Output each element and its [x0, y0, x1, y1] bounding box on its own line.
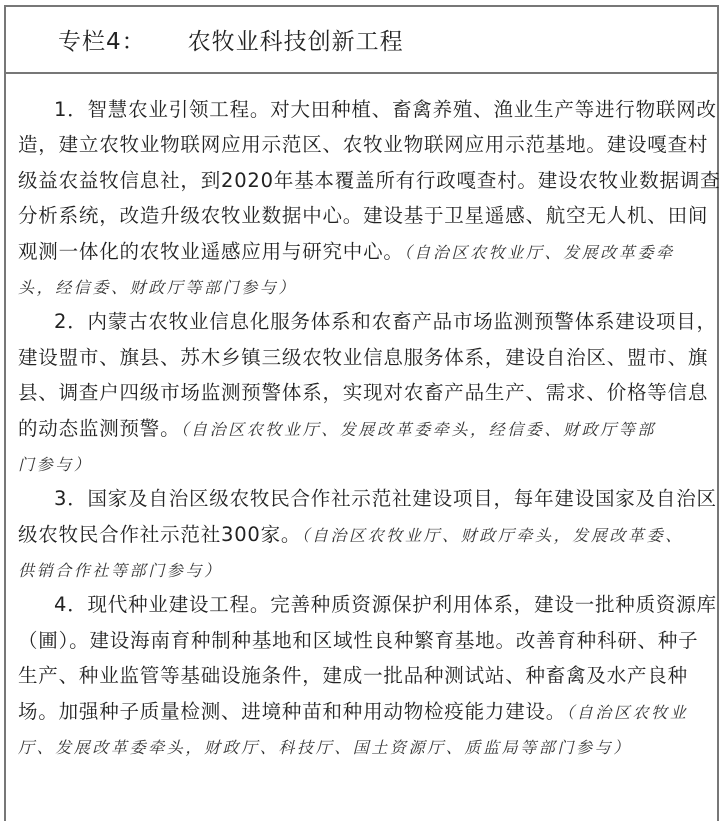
text-line	[6, 729, 717, 764]
line-department-note: 供销合作社等部门参与）	[18, 561, 223, 581]
text-line	[6, 340, 717, 375]
line-main-text: 建设盟市、旗县、苏木乡镇三级农牧业信息服务体系，建设自治区、盟市、旗	[18, 345, 709, 369]
line-main-text: 造，建立农牧业物联网应用示范区、农牧业物联网应用示范基地。建设嘎查村	[18, 133, 709, 157]
line-department-note: 厅、发展改革委牵头，财政厅、科技厅、国土资源厅、质监局等部门参与）	[18, 738, 632, 758]
text-line	[6, 304, 717, 339]
column-box	[4, 5, 719, 821]
text-line	[6, 658, 717, 693]
text-line	[6, 481, 717, 516]
line-main-text: 观测一体化的农牧业遥感应用与研究中心。	[18, 239, 404, 263]
paragraph-item-4	[6, 587, 717, 764]
line-main-text: 场。加强种子质量检测、进境种苗和种用动物检疫能力建设。	[18, 699, 567, 723]
line-main-text: 1．智慧农业引领工程。对大田种植、畜禽养殖、渔业生产等进行物联网改	[54, 98, 717, 121]
text-line	[6, 587, 717, 622]
line-department-note: 头，经信委、财政厅等部门参与）	[18, 277, 298, 297]
text-line	[6, 198, 717, 233]
line-main-text: 4．现代种业建设工程。完善种质资源保护利用体系，建设一批种质资源库	[54, 593, 717, 617]
text-line	[6, 92, 717, 127]
text-line	[6, 234, 717, 269]
line-department-note: （自治区农牧业厅、发展改革委牵	[403, 242, 675, 262]
text-line	[6, 411, 717, 446]
text-line	[6, 517, 717, 552]
column-label: 专栏4：	[58, 29, 146, 55]
line-main-text: 2．内蒙古农牧业信息化服务体系和农畜产品市场监测预警体系建设项目，	[54, 310, 717, 334]
line-main-text: 级益农益牧信息社，到2020年基本覆盖所有行政嘎查村。建设农牧业数据调查	[18, 168, 721, 192]
line-main-text: 级农牧民合作社示范社300家。	[18, 522, 302, 546]
text-line	[6, 694, 717, 729]
text-line	[6, 552, 717, 587]
line-main-text: 县、调查户四级市场监测预警体系，实现对农畜产品生产、需求、价格等信息	[18, 381, 709, 405]
line-department-note: 门参与）	[18, 454, 93, 474]
text-line	[6, 623, 717, 658]
line-department-note: （自治区农牧业厅、财政厅牵头，发展改革委、	[301, 525, 684, 545]
line-main-text: 分析系统，改造升级农牧业数据中心。建设基于卫星遥感、航空无人机、田间	[18, 204, 709, 228]
paragraph-item-3	[6, 481, 717, 587]
line-department-note: （自治区农牧业厅、发展改革委牵头，经信委、财政厅等部	[180, 419, 657, 439]
line-department-note: （自治区农牧业	[566, 702, 689, 722]
text-line	[6, 269, 717, 304]
text-line	[6, 446, 717, 481]
column-title: 农牧业科技创新工程	[187, 29, 404, 55]
paragraph-item-2	[6, 304, 717, 481]
text-line	[6, 127, 717, 162]
column-body	[6, 74, 721, 764]
paragraph-item-1	[6, 92, 721, 304]
text-line	[6, 375, 717, 410]
line-main-text: 生产、种业监管等基础设施条件，建成一批品种测试站、种畜禽及水产良种	[18, 664, 688, 688]
line-main-text: 的动态监测预警。	[18, 416, 181, 440]
column-header	[6, 7, 717, 74]
text-line	[6, 163, 721, 198]
line-main-text: 3．国家及自治区级农牧民合作社示范社建设项目，每年建设国家及自治区	[54, 487, 717, 511]
line-main-text: （圃）。建设海南育种制种基地和区域性良种繁育基地。改善育种科研、种子	[18, 628, 699, 652]
